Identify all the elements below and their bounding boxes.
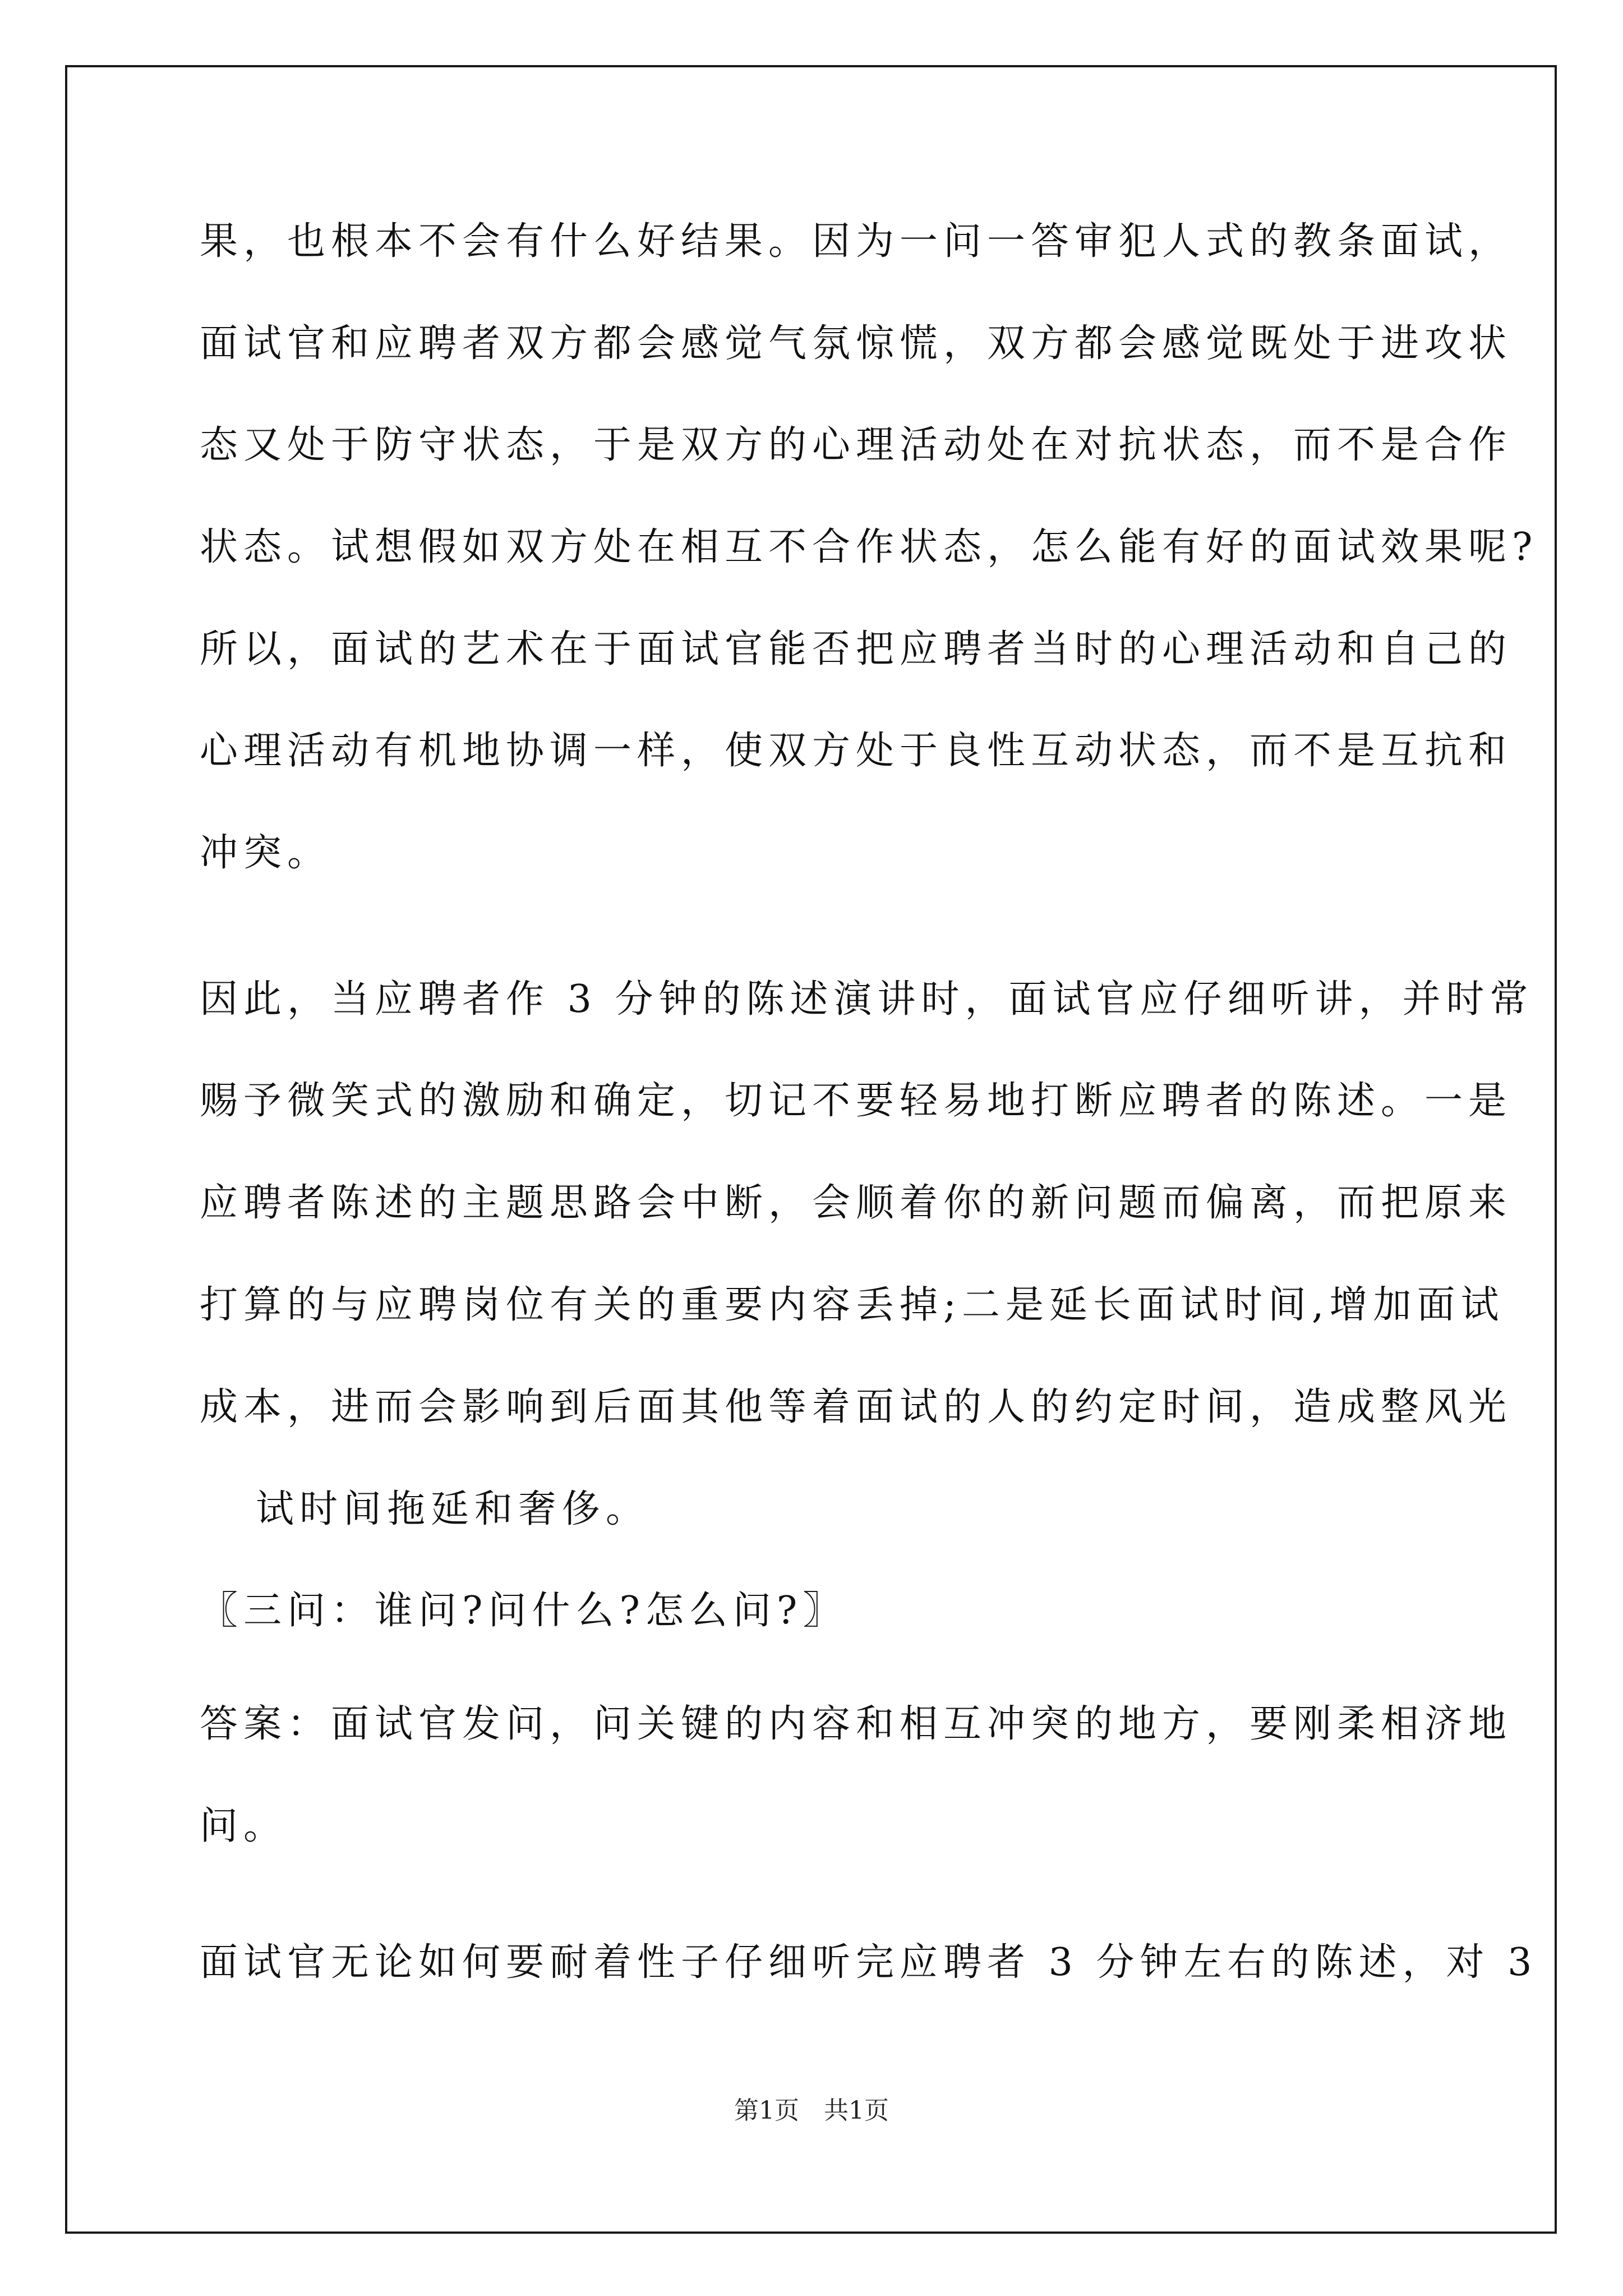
body-line-5: 所以，面试的艺术在于面试官能否把应聘者当时的心理活动和自己的 xyxy=(200,627,1513,671)
body-line-11: 打算的与应聘岗位有关的重要内容丢掉;二是延长面试时间,增加面试 xyxy=(200,1283,1505,1327)
page-number-footer: 第1页 共1页 xyxy=(734,2096,889,2125)
body-line-13: 试时间拖延和奢侈。 xyxy=(256,1487,650,1531)
body-line-2: 面试官和应聘者双方都会感觉气氛惊慌，双方都会感觉既处于进攻状 xyxy=(200,321,1513,366)
body-line-9: 赐予微笑式的激励和确定，切记不要轻易地打断应聘者的陈述。一是 xyxy=(200,1079,1513,1123)
body-line-1: 果，也根本不会有什么好结果。因为一问一答审犯人式的教条面试， xyxy=(200,219,1513,264)
section-heading: 〖三问：谁问?问什么?怎么问?〗 xyxy=(200,1589,847,1633)
body-line-3: 态又处于防守状态，于是双方的心理活动处在对抗状态，而不是合作 xyxy=(200,423,1513,467)
body-line-10: 应聘者陈述的主题思路会中断，会顺着你的新问题而偏离，而把原来 xyxy=(200,1181,1513,1225)
page-border xyxy=(65,65,1557,2234)
body-line-last: 面试官无论如何要耐着性子仔细听完应聘者 3 分钟左右的陈述，对 3 xyxy=(200,1940,1538,1985)
body-line-4: 状态。试想假如双方处在相互不合作状态，怎么能有好的面试效果呢? xyxy=(200,525,1538,569)
body-line-8: 因此，当应聘者作 3 分钟的陈述演讲时，面试官应仔细听讲，并时常 xyxy=(200,977,1534,1022)
answer-line-1: 答案：面试官发问，问关键的内容和相互冲突的地方，要刚柔相济地 xyxy=(200,1702,1513,1746)
body-line-6: 心理活动有机地协调一样，使双方处于良性互动状态，而不是互抗和 xyxy=(200,729,1513,773)
body-line-12: 成本，进而会影响到后面其他等着面试的人的约定时间，造成整风光 xyxy=(200,1385,1513,1429)
body-line-7: 冲突。 xyxy=(200,831,331,875)
answer-line-2: 问。 xyxy=(200,1804,288,1848)
